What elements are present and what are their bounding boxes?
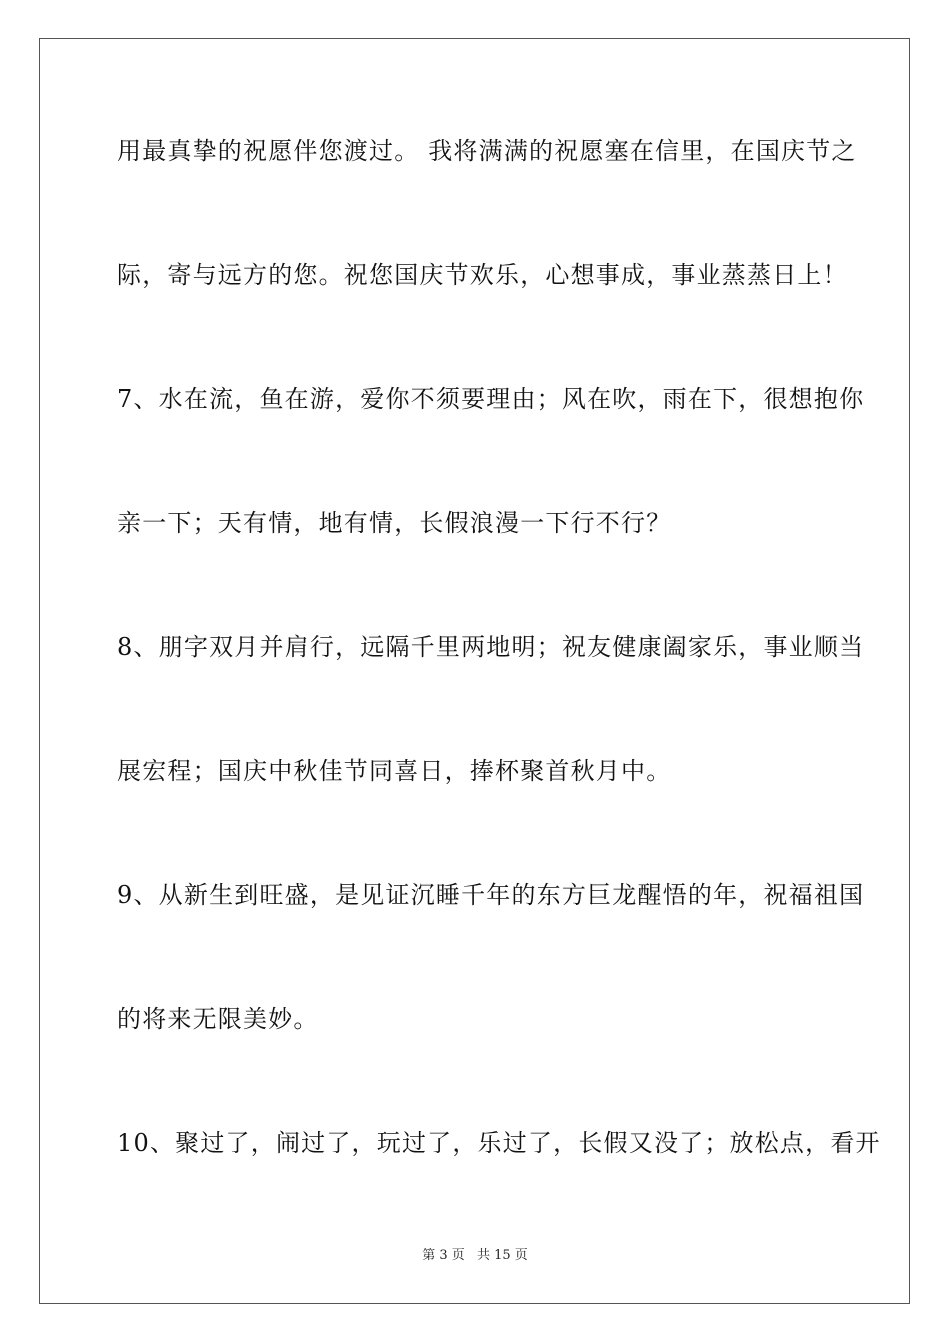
text-line-4: 亲一下；天有情，地有情，长假浪漫一下行不行？ [117, 509, 672, 537]
page-number: 第 3 页 [422, 1248, 465, 1263]
text-line-1: 用最真挚的祝愿伴您渡过。 我将满满的祝愿塞在信里，在国庆节之 [117, 137, 857, 165]
text-line-8: 的将来无限美妙。 [117, 1005, 319, 1033]
page-frame [39, 38, 910, 1304]
text-line-3: 7、水在流，鱼在游，爱你不须要理由；风在吹，雨在下，很想抱你 [117, 385, 865, 413]
text-line-2: 际，寄与远方的您。祝您国庆节欢乐，心想事成，事业蒸蒸日上！ [117, 261, 848, 289]
text-line-9: 10、聚过了，闹过了，玩过了，乐过了，长假又没了；放松点，看开 [117, 1129, 881, 1157]
text-line-6: 展宏程；国庆中秋佳节同喜日，捧杯聚首秋月中。 [117, 757, 672, 785]
text-line-7: 9、从新生到旺盛，是见证沉睡千年的东方巨龙醒悟的年，祝福祖国 [117, 881, 865, 909]
page-footer [0, 1247, 950, 1265]
text-line-5: 8、朋字双月并肩行，远隔千里两地明；祝友健康阖家乐，事业顺当 [117, 633, 865, 661]
page-total: 共 15 页 [476, 1248, 528, 1263]
